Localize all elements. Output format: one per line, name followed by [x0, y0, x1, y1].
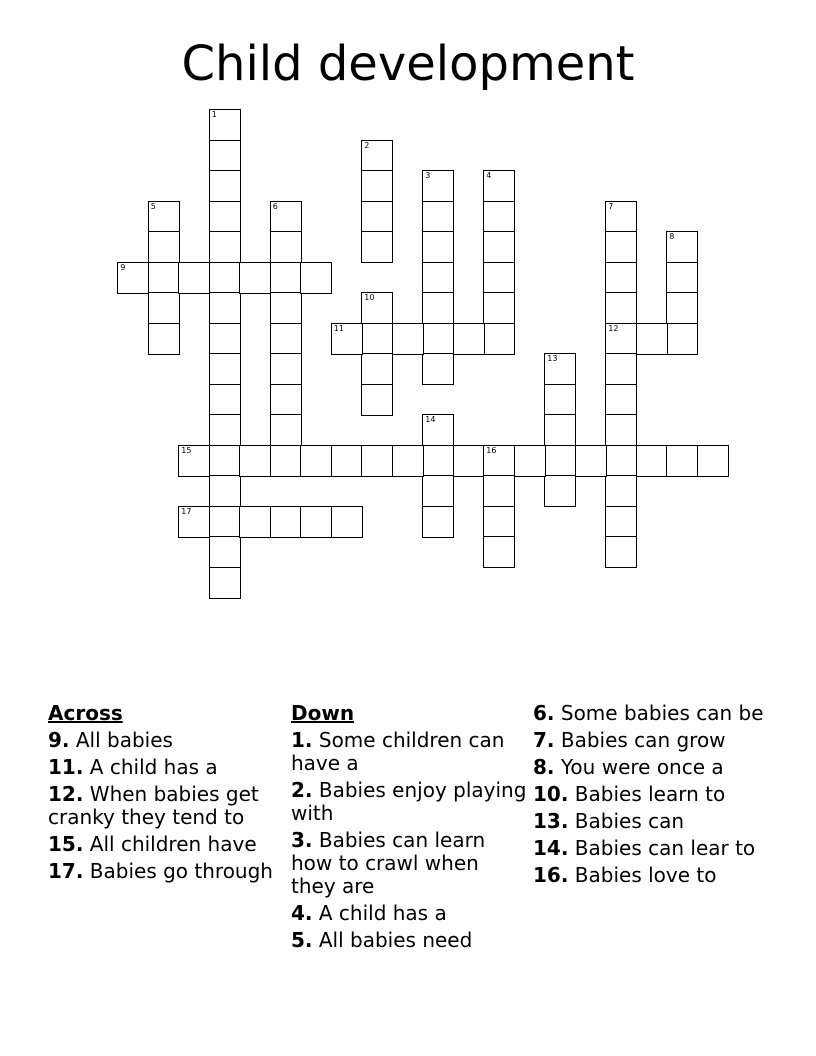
clue-text: All babies: [75, 728, 173, 752]
grid-cell[interactable]: [453, 323, 485, 355]
grid-cell[interactable]: [483, 475, 515, 507]
grid-cell[interactable]: [270, 231, 302, 263]
clue-item: [533, 729, 769, 752]
grid-cell[interactable]: [178, 262, 210, 294]
clue-text: Some babies can be: [560, 701, 764, 725]
grid-cell[interactable]: [209, 170, 241, 202]
grid-cell[interactable]: [483, 536, 515, 568]
grid-cell[interactable]: [422, 292, 454, 324]
grid-cell[interactable]: [270, 292, 302, 324]
grid-cell[interactable]: [483, 506, 515, 538]
cell-number: 16: [486, 445, 497, 455]
clue-item: [533, 756, 769, 779]
clue-item: [291, 902, 527, 925]
clue-number: 6.: [533, 701, 555, 725]
grid-cell[interactable]: [270, 414, 302, 446]
clue-number: 5.: [291, 928, 313, 952]
clue-number: 14.: [533, 836, 569, 860]
clue-number: 3.: [291, 828, 313, 852]
clue-number: 15.: [48, 832, 84, 856]
grid-cell[interactable]: [209, 201, 241, 233]
clue-number: 10.: [533, 782, 569, 806]
clue-item: [533, 702, 769, 725]
grid-cell[interactable]: [361, 384, 393, 416]
grid-cell[interactable]: [209, 140, 241, 172]
clue-text: A child has a: [318, 901, 447, 925]
grid-cell[interactable]: [178, 445, 210, 477]
cell-number: 8: [669, 232, 675, 242]
clue-item: [533, 810, 769, 833]
grid-cell[interactable]: [422, 201, 454, 233]
grid-cell[interactable]: [209, 506, 241, 538]
grid-cell[interactable]: [422, 353, 454, 385]
grid-cell[interactable]: [666, 292, 698, 324]
clue-item: [48, 860, 284, 883]
clue-number: 4.: [291, 901, 313, 925]
cell-number: 11: [333, 323, 344, 333]
grid-cell[interactable]: [605, 414, 637, 446]
cell-number: 17: [181, 506, 192, 516]
grid-cell[interactable]: [270, 445, 302, 477]
cell-number: 2: [364, 140, 370, 150]
down-heading: Down: [291, 701, 355, 725]
grid-cell[interactable]: [209, 475, 241, 507]
grid-cell[interactable]: [148, 231, 180, 263]
grid-cell[interactable]: [300, 445, 332, 477]
grid-cell[interactable]: [605, 292, 637, 324]
grid-cell[interactable]: [422, 323, 454, 355]
grid-cell[interactable]: [239, 445, 271, 477]
clue-text: All children have: [89, 832, 257, 856]
clue-text: Babies can lear to: [574, 836, 756, 860]
grid-cell[interactable]: [605, 536, 637, 568]
grid-cell[interactable]: [209, 384, 241, 416]
clue-number: 2.: [291, 778, 313, 802]
clue-item: [48, 783, 284, 829]
grid-cell[interactable]: [300, 262, 332, 294]
grid-cell[interactable]: [361, 231, 393, 263]
grid-cell[interactable]: [422, 445, 454, 477]
across-clues: [48, 702, 284, 887]
clue-text: Some children can have a: [291, 728, 505, 775]
cell-number: 12: [608, 323, 619, 333]
grid-cell[interactable]: [361, 201, 393, 233]
clue-item: [291, 829, 527, 898]
grid-cell[interactable]: [209, 231, 241, 263]
grid-cell[interactable]: [148, 323, 180, 355]
grid-cell[interactable]: [270, 353, 302, 385]
grid-cell[interactable]: [300, 506, 332, 538]
grid-cell[interactable]: [148, 292, 180, 324]
cell-number: 9: [120, 262, 126, 272]
grid-cell[interactable]: [209, 536, 241, 568]
grid-cell[interactable]: [361, 323, 393, 355]
grid-cell[interactable]: [666, 323, 698, 355]
grid-cell[interactable]: [544, 414, 576, 446]
grid-cell[interactable]: [422, 262, 454, 294]
grid-cell[interactable]: [666, 445, 698, 477]
grid-cell[interactable]: [483, 445, 515, 477]
grid-cell[interactable]: [361, 140, 393, 172]
cell-number: 4: [486, 171, 492, 181]
clue-text: Babies learn to: [574, 782, 726, 806]
grid-cell[interactable]: [544, 445, 576, 477]
grid-cell[interactable]: [483, 262, 515, 294]
cell-number: 7: [608, 201, 614, 211]
grid-cell[interactable]: [270, 262, 302, 294]
cell-number: 3: [425, 171, 431, 181]
grid-cell[interactable]: [361, 170, 393, 202]
grid-cell[interactable]: [575, 445, 607, 477]
grid-cell[interactable]: [544, 353, 576, 385]
grid-cell[interactable]: [422, 475, 454, 507]
grid-cell[interactable]: [605, 445, 637, 477]
clue-item: [48, 756, 284, 779]
cell-number: 1: [211, 110, 217, 120]
grid-cell[interactable]: [148, 262, 180, 294]
grid-cell[interactable]: [422, 506, 454, 538]
grid-cell[interactable]: [209, 353, 241, 385]
clue-number: 8.: [533, 755, 555, 779]
grid-cell[interactable]: [605, 353, 637, 385]
grid-cell[interactable]: [605, 384, 637, 416]
down-clues: [291, 702, 527, 956]
grid-cell[interactable]: [361, 292, 393, 324]
grid-cell[interactable]: [422, 170, 454, 202]
clue-item: [291, 729, 527, 775]
grid-cell[interactable]: [209, 262, 241, 294]
clue-item: [48, 729, 284, 752]
grid-cell[interactable]: [209, 292, 241, 324]
grid-cell[interactable]: [209, 323, 241, 355]
clue-text: Babies enjoy playing with: [291, 778, 527, 825]
clue-text: Babies love to: [574, 863, 717, 887]
clue-number: 13.: [533, 809, 569, 833]
clue-number: 12.: [48, 782, 84, 806]
grid-cell[interactable]: [209, 567, 241, 599]
grid-cell[interactable]: [636, 445, 668, 477]
grid-cell[interactable]: [239, 506, 271, 538]
grid-cell[interactable]: [666, 262, 698, 294]
grid-cell[interactable]: [605, 231, 637, 263]
cell-number: 5: [150, 201, 156, 211]
grid-cell[interactable]: [270, 323, 302, 355]
grid-cell[interactable]: [209, 109, 241, 141]
grid-cell[interactable]: [605, 323, 637, 355]
cell-number: 6: [272, 201, 278, 211]
grid-cell[interactable]: [483, 201, 515, 233]
cell-number: 10: [364, 293, 375, 303]
grid-cell[interactable]: [209, 445, 241, 477]
grid-cell[interactable]: [544, 384, 576, 416]
grid-cell[interactable]: [117, 262, 149, 294]
grid-cell[interactable]: [666, 231, 698, 263]
across-heading: Across: [48, 701, 123, 725]
grid-cell[interactable]: [209, 414, 241, 446]
grid-cell[interactable]: [605, 201, 637, 233]
grid-cell[interactable]: [605, 262, 637, 294]
grid-cell[interactable]: [392, 445, 424, 477]
clue-text: All babies need: [318, 928, 473, 952]
grid-cell[interactable]: [514, 445, 546, 477]
grid-cell[interactable]: [331, 445, 363, 477]
grid-cell[interactable]: [361, 445, 393, 477]
clue-text: When babies get cranky they tend to: [48, 782, 259, 829]
grid-cell[interactable]: [331, 323, 363, 355]
grid-cell[interactable]: [422, 414, 454, 446]
clue-item: [291, 929, 527, 952]
grid-cell[interactable]: [544, 475, 576, 507]
grid-cell[interactable]: [392, 323, 424, 355]
grid-cell[interactable]: [483, 231, 515, 263]
puzzle-title: Child development: [181, 36, 635, 92]
grid-cell[interactable]: [270, 384, 302, 416]
cell-number: 14: [425, 415, 436, 425]
grid-cell[interactable]: [483, 170, 515, 202]
clue-number: 9.: [48, 728, 70, 752]
cell-number: 15: [181, 445, 192, 455]
grid-cell[interactable]: [483, 323, 515, 355]
grid-cell[interactable]: [331, 506, 363, 538]
clue-text: Babies can: [574, 809, 685, 833]
grid-cell[interactable]: [270, 506, 302, 538]
grid-cell[interactable]: [483, 292, 515, 324]
grid-cell[interactable]: [239, 262, 271, 294]
clue-item: [533, 783, 769, 806]
grid-cell[interactable]: [605, 475, 637, 507]
grid-cell[interactable]: [453, 445, 485, 477]
grid-cell[interactable]: [361, 353, 393, 385]
grid-cell[interactable]: [605, 506, 637, 538]
down-clues-continued: [533, 702, 769, 891]
grid-cell[interactable]: [178, 506, 210, 538]
cell-number: 13: [547, 354, 558, 364]
clue-number: 7.: [533, 728, 555, 752]
grid-cell[interactable]: [148, 201, 180, 233]
clue-item: [48, 833, 284, 856]
grid-cell[interactable]: [697, 445, 729, 477]
clue-text: A child has a: [89, 755, 218, 779]
clue-number: 17.: [48, 859, 84, 883]
grid-cell[interactable]: [270, 201, 302, 233]
clue-number: 1.: [291, 728, 313, 752]
clue-text: Babies can learn how to crawl when they are: [291, 828, 486, 898]
clue-item: [533, 837, 769, 860]
clue-number: 11.: [48, 755, 84, 779]
clue-item: [291, 779, 527, 825]
clue-text: Babies go through: [89, 859, 273, 883]
clue-item: [533, 864, 769, 887]
grid-cell[interactable]: [422, 231, 454, 263]
clue-text: Babies can grow: [560, 728, 726, 752]
clue-text: You were once a: [560, 755, 724, 779]
grid-cell[interactable]: [636, 323, 668, 355]
clue-number: 16.: [533, 863, 569, 887]
